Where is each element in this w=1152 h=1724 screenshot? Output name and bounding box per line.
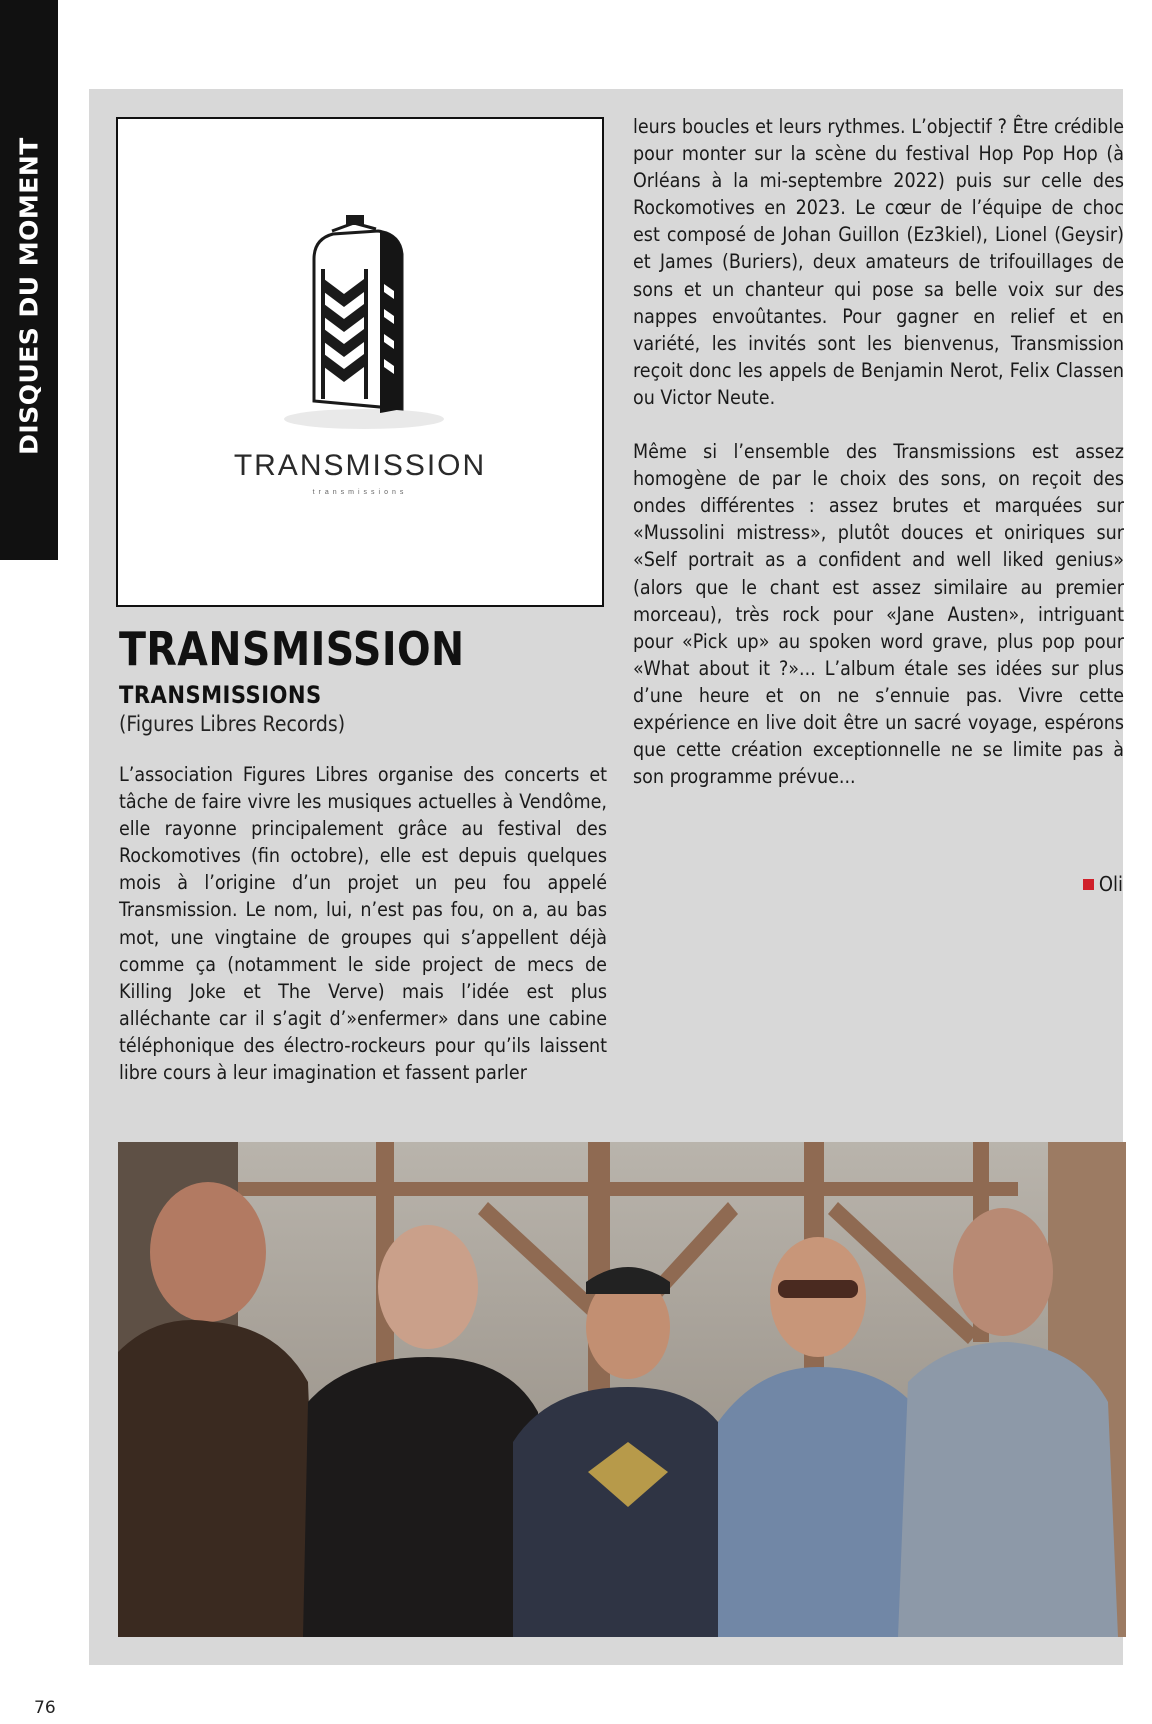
record-label: (Figures Libres Records) (119, 712, 346, 736)
band-photo (118, 1142, 1126, 1637)
review-paragraph-1-end: leurs boucles et leurs rythmes. L’objectif ? Être crédible pour monter sur la scène du festival Hop Pop Hop (à Orléans à la mi-septembre 2022) puis sur celle des Rockomotives en 2023. Le cœur de l’équipe de choc est composé de Johan Guillon (Ez3kiel), Lionel (Geysir) et James (Buriers), deux amateurs de trifouillages de sons et un chanteur qui pose sa belle voix sur des nappes envoûtantes. Pour gagner en relief et en variété, les invités sont les bienvenus, Transmission reçoit donc les appels de Benjamin Nerot, Felix Classen ou Victor Neute. (633, 115, 1124, 409)
signature-square-icon (1083, 879, 1094, 890)
author-name: Oli (1098, 872, 1123, 896)
album-title: TRANSMISSIONS (119, 681, 322, 709)
section-tab (0, 0, 58, 560)
phone-booth-illustration (118, 119, 602, 605)
author-signature (1083, 872, 1123, 896)
review-paragraph-1-start: L’association Figures Libres organise des concerts et tâche de faire vivre les musiques actuelles à Vendôme, elle rayonne principalement grâce au festival des Rockomotives (fin octobre), elle est depuis quelques mois à l’origine d’un projet un peu fou appelé Transmission. Le nom, lui, n’est pas fou, on a, au bas mot, une vingtaine de groupes qui s’appellent déjà comme ça (notamment le side project de mecs de Killing Joke et The Verve) mais l’idée est plus alléchante car il s’agit d’»enfermer» dans une cabine téléphonique des électro-rockeurs pour qu’ils laissent libre cours à leur imagination et fassent parler (119, 763, 607, 1085)
page-number: 76 (34, 1698, 56, 1718)
review-paragraph-2: Même si l’ensemble des Transmissions est assez homogène de par le choix des sons, on reçoit des ondes différentes : assez brutes et marquées sur «Mussolini mistress», plutôt douces et oniriques sur «Self portrait as a confident and well liked genius» (alors que le chant est assez similaire au premier morceau), très rock pour «Jane Austen», intriguant pour «Pick up» au spoken word grave, plus pop pour «What about it ?»... L’album étale ses idées sur plus d’une heure et on ne s’ennuie pas. Vivre cette expérience en live doit être un sacré voyage, espérons que cette création exceptionnelle ne se limite pas à son programme prévue... (633, 440, 1124, 789)
section-tab-label: DISQUES DU MOMENT (14, 137, 44, 455)
album-cover (116, 117, 604, 607)
review-column-right (633, 113, 1124, 790)
artist-title: TRANSMISSION (119, 622, 465, 676)
cover-subtitle: transmissions (312, 489, 408, 496)
review-column-left (119, 761, 607, 1086)
cover-wordmark: TRANSMISSION (233, 449, 487, 482)
